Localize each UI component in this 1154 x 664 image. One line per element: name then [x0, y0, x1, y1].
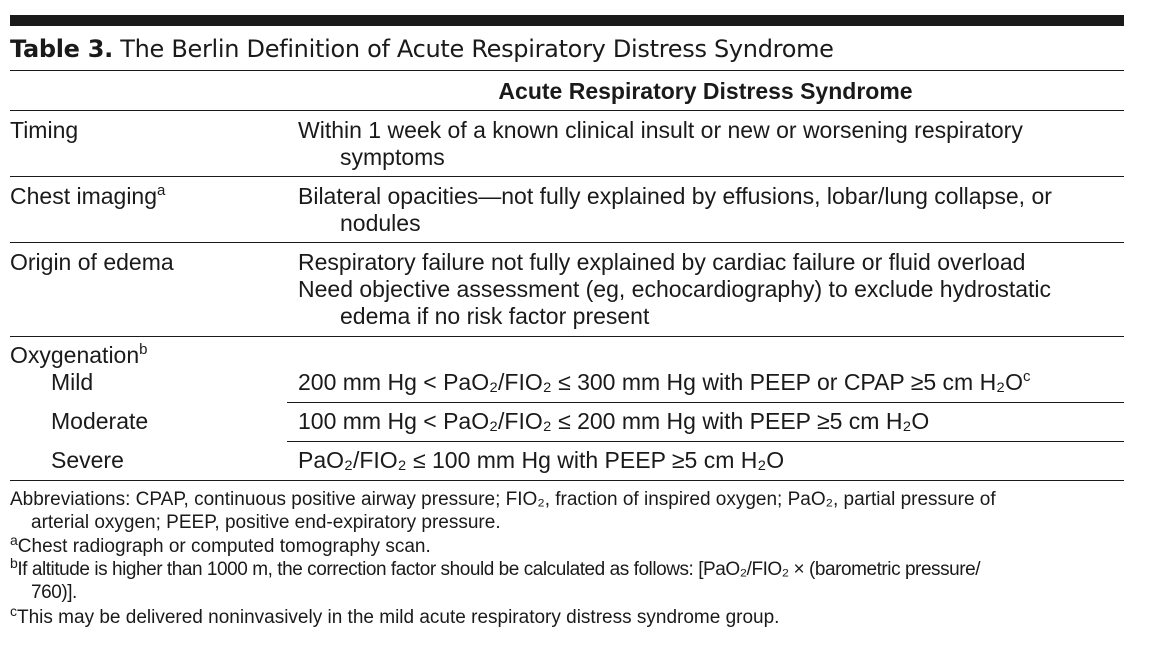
row-label-chest-imaging: [10, 183, 165, 210]
footnote-c-text: This may be delivered noninvasively in the mild acute respiratory distress syndrome group.: [17, 607, 780, 628]
row-label-moderate: Moderate: [51, 408, 149, 434]
footnote-abbreviations: [10, 488, 996, 534]
mild-value: 200 mm Hg < PaO₂/FIO₂ ≤ 300 mm Hg with PEEP or CPAP ≥5 cm H₂O: [298, 369, 1024, 395]
row-rule: [10, 336, 1124, 337]
row-rule: [10, 176, 1124, 177]
table-bottom-rule: [10, 480, 1124, 481]
table-caption-label: Table 3.: [10, 35, 113, 63]
footnote-b-line1: If altitude is higher than 1000 m, the correction factor should be calculated as follows: [PaO₂/FIO₂ × (barometric pressure/: [17, 559, 981, 580]
timing-value-line2: symptoms: [340, 144, 445, 170]
row-value-chest-imaging: [298, 183, 1052, 237]
abbreviations-line1: Abbreviations: CPAP, continuous positive airway pressure; FIO₂, fraction of inspired oxygen; PaO₂, partial pressure of: [10, 489, 996, 510]
footnote-b: [10, 555, 981, 604]
row-rule: [10, 242, 1124, 243]
table-caption-text: The Berlin Definition of Acute Respiratory Distress Syndrome: [120, 35, 834, 63]
row-value-origin-of-edema: [298, 249, 1051, 330]
footnote-c: [10, 603, 780, 629]
row-value-moderate: 100 mm Hg < PaO₂/FIO₂ ≤ 200 mm Hg with PEEP ≥5 cm H₂O: [298, 408, 930, 434]
edema-value-line3: edema if no risk factor present: [340, 303, 650, 329]
row-label-oxygenation: [10, 342, 147, 369]
chest-value-line1: Bilateral opacities—not fully explained by effusions, lobar/lung collapse, or: [298, 183, 1052, 209]
chest-imaging-label: Chest imaging: [10, 183, 158, 209]
footnote-a-mark: a: [10, 532, 18, 548]
timing-value-line1: Within 1 week of a known clinical insult or new or worsening respiratory: [298, 117, 1023, 143]
footnote-c-mark: c: [10, 603, 17, 619]
row-label-timing: Timing: [10, 117, 79, 143]
column-header: Acute Respiratory Distress Syndrome: [498, 78, 913, 104]
edema-value-line1: Respiratory failure not fully explained by cardiac failure or fluid overload: [298, 249, 1026, 275]
footnote-a: [10, 532, 431, 558]
row-value-timing: [298, 117, 1023, 171]
table-top-bar: [10, 15, 1124, 26]
caption-rule: [10, 70, 1124, 71]
oxygenation-label: Oxygenation: [10, 342, 140, 368]
edema-value-line2: Need objective assessment (eg, echocardiography) to exclude hydrostatic: [298, 276, 1052, 302]
footnote-a-text: Chest radiograph or computed tomography scan.: [17, 536, 431, 557]
footnote-b-mark: b: [10, 555, 18, 571]
row-label-origin-of-edema: Origin of edema: [10, 249, 174, 275]
sub-row-rule: [287, 441, 1124, 442]
table-caption: [10, 34, 834, 64]
oxygenation-footnote-mark: b: [139, 341, 148, 358]
sub-row-rule: [287, 402, 1124, 403]
row-label-mild: Mild: [51, 369, 94, 395]
row-value-severe: PaO₂/FIO₂ ≤ 100 mm Hg with PEEP ≥5 cm H₂O: [298, 447, 785, 473]
mild-footnote-mark: c: [1023, 368, 1031, 385]
footnote-b-line2: 760)].: [31, 582, 77, 603]
chest-imaging-footnote-mark: a: [157, 182, 166, 199]
chest-value-line2: nodules: [340, 210, 421, 236]
row-label-severe: Severe: [51, 447, 124, 473]
header-rule: [10, 110, 1124, 111]
row-value-mild: [298, 369, 1031, 396]
abbreviations-line2: arterial oxygen; PEEP, positive end-expiratory pressure.: [31, 512, 501, 533]
